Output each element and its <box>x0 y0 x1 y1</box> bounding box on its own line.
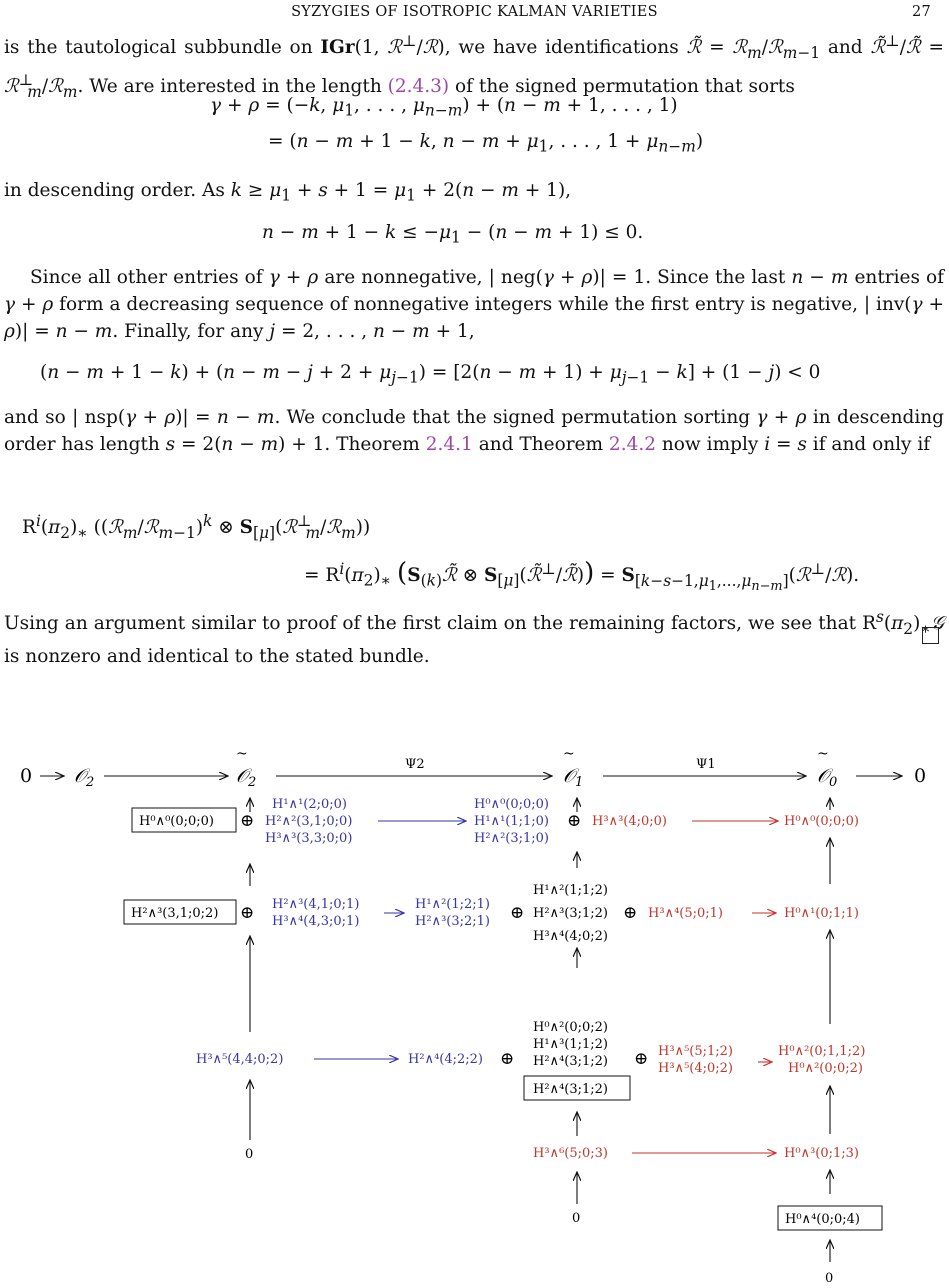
r1-mid-2: H¹∧¹(1;1;0) <box>474 814 549 829</box>
r2-mid-2: H²∧³(3;2;1) <box>415 914 490 929</box>
r1-blue-1: H¹∧¹(2;0;0) <box>272 797 347 812</box>
label-psi1: Ψ1 <box>696 757 716 772</box>
r4-red: H³∧⁶(5;0;3) <box>533 1146 608 1161</box>
paragraph-1: is the tautological subbundle on IGr(1, ℛ⊥/ℛ), we have identifications ℛ̃ = ℛ$_m$/ℛ$_{m-1}$ and ℛ̃⊥/ℛ̃ = ℛ⊥$_m$/ℛ$_m$. We are interested in the length (2.4.3) of the signed permutation that sorts <box>4 32 944 101</box>
r3-red-2: H³∧⁵(4;0;2) <box>658 1061 733 1076</box>
paragraph-2: in descending order. As $k \ge \mu_1 + s + 1 = \mu_1 + 2(n - m + 1)$, <box>4 180 572 205</box>
r3-black-3: H²∧⁴(3;1;2) <box>533 1054 608 1069</box>
r3-right-1: H⁰∧²(0;1,1;2) <box>778 1044 866 1059</box>
oplus: ⊕ <box>500 1049 515 1069</box>
oplus: ⊕ <box>634 1049 649 1069</box>
r1-red: H³∧³(4;0;0) <box>592 814 667 829</box>
oplus: ⊕ <box>240 903 255 923</box>
equation-4b: = $R^i(\pi_2)_∗$ ($S_{(k)}ℛ̃$ ⊗ $S_{[\mu]}(ℛ̃^\perp/ℛ̃)$) = $S_{[k-s-1,\mu_1,...,\mu_{n-m}]}(ℛ^\perp/ℛ)$. <box>304 558 860 594</box>
top-zero-right: 0 <box>914 765 927 787</box>
r4-zero-left: 0 <box>245 1147 254 1162</box>
r2-red: H³∧⁴(5;0;1) <box>648 906 723 921</box>
tilde-mark: ~ <box>563 746 575 762</box>
ref-thm-2-4-2[interactable]: 2.4.2 <box>608 434 656 455</box>
equation-1a: γ + ρ = (−k, $\mu_1$, . . . , $\mu_{n-m}) + (n - m + 1$, . . . , 1) <box>210 95 678 120</box>
equation-3: $(n - m + 1 - k) + (n - m - j + 2 + \mu_{j-1}) = [2(n - m + 1) + \mu_{j-1} - k] + (1 - j) < 0$ <box>40 362 821 387</box>
r2-mid-1: H¹∧²(1;2;1) <box>415 897 490 912</box>
r1-right: H⁰∧⁰(0;0;0) <box>784 814 859 829</box>
paragraph-4: and so | nsp(γ + ρ)| = n − m. We conclude that the signed permutation sorting γ + ρ in descending order has length s = 2(n − m) + 1. Theorem 2.4.1 and Theorem 2.4.2 now imply i = s if and only if <box>4 407 945 455</box>
ref-2-4-3[interactable]: (2.4.3) <box>387 76 450 97</box>
r1-blue-2: H²∧²(3,1;0;0) <box>265 814 353 829</box>
equation-4a: $R^i(\pi_2)_∗$ ((ℛ$_m$/ℛ$_{m-1}$)$^k$ ⊗ $S_{[\mu]}(ℛ^\perp_m/ℛ_m)$) <box>22 512 371 542</box>
oplus: ⊕ <box>240 811 255 831</box>
sheaf-O2: 𝒪$_2$ <box>74 765 95 790</box>
r3-mid: H²∧⁴(4;2;2) <box>408 1052 483 1067</box>
r2-black-3: H³∧⁴(4;0;2) <box>533 929 608 944</box>
r3-black-2: H¹∧³(1;1;2) <box>533 1037 608 1052</box>
r2-right: H⁰∧¹(0;1;1) <box>784 906 859 921</box>
r5-zero-right: 0 <box>825 1271 834 1286</box>
r3-red-1: H³∧⁵(5;1;2) <box>658 1044 733 1059</box>
paragraph-5: Using an argument similar to proof of the first claim on the remaining factors, we see that $R^s(\pi_2)_∗𝒢$ is nonzero and identical to the stated bundle. <box>4 608 944 667</box>
paragraph-3: Since all other entries of γ + ρ are nonnegative, | neg(γ + ρ)| = 1. Since the last n − m entries of γ + ρ form a decreasing sequence of nonnegative integers while the first entry is negative, | inv(γ + ρ)| = n − m. Finally, for any j = 2, . . . , n − m + 1, <box>4 267 945 342</box>
oplus: ⊕ <box>567 811 582 831</box>
r1-mid-3: H²∧²(3;1;0) <box>474 831 549 846</box>
top-zero-left: 0 <box>20 765 33 787</box>
r1-box-term: H⁰∧⁰(0;0;0) <box>139 814 214 829</box>
sheaf-tilde-O2: 𝒪$_2$ <box>236 765 257 790</box>
r3-right-2: H⁰∧²(0;0;2) <box>788 1061 863 1076</box>
label-psi2: Ψ2 <box>405 757 425 772</box>
r2-box-term: H²∧³(3,1;0;2) <box>131 906 219 921</box>
r5-box-term: H⁰∧⁴(0;0;4) <box>785 1212 860 1227</box>
header-title: SYZYGIES OF ISOTROPIC KALMAN VARIETIES <box>291 4 658 20</box>
r2-black-1: H¹∧²(1;1;2) <box>533 883 608 898</box>
equation-2: $n - m + 1 - k \le -\mu_1 - (n - m + 1) \le 0$. <box>262 222 644 247</box>
r1-blue-3: H³∧³(3,3;0;0) <box>265 831 353 846</box>
r4-right: H⁰∧³(0;1;3) <box>784 1146 859 1161</box>
r2-black-2: H²∧³(3;1;2) <box>533 906 608 921</box>
r3-left: H³∧⁵(4,4;0;2) <box>196 1052 284 1067</box>
r2-blue-2: H³∧⁴(4,3;0;1) <box>272 914 360 929</box>
page-number: 27 <box>911 4 931 20</box>
ref-thm-2-4-1[interactable]: 2.4.1 <box>425 434 473 455</box>
r1-mid-1: H⁰∧⁰(0;0;0) <box>474 797 549 812</box>
tilde-mark: ~ <box>817 746 829 762</box>
oplus: ⊕ <box>623 903 638 923</box>
r2-blue-1: H²∧³(4,1;0;1) <box>272 897 360 912</box>
sheaf-tilde-O0: 𝒪$_0$ <box>817 765 838 790</box>
tilde-mark: ~ <box>236 746 248 762</box>
r3-black-1: H⁰∧²(0;0;2) <box>533 1020 608 1035</box>
r5-zero-mid: 0 <box>572 1211 581 1226</box>
equation-1b: = (n − m + 1 − k, $n - m + \mu_1$, . . . , $1 + \mu_{n-m}$) <box>268 131 704 156</box>
r3-box-term: H²∧⁴(3;1;2) <box>533 1082 608 1097</box>
oplus: ⊕ <box>510 903 525 923</box>
sheaf-tilde-O1: 𝒪$_1$ <box>563 765 584 790</box>
